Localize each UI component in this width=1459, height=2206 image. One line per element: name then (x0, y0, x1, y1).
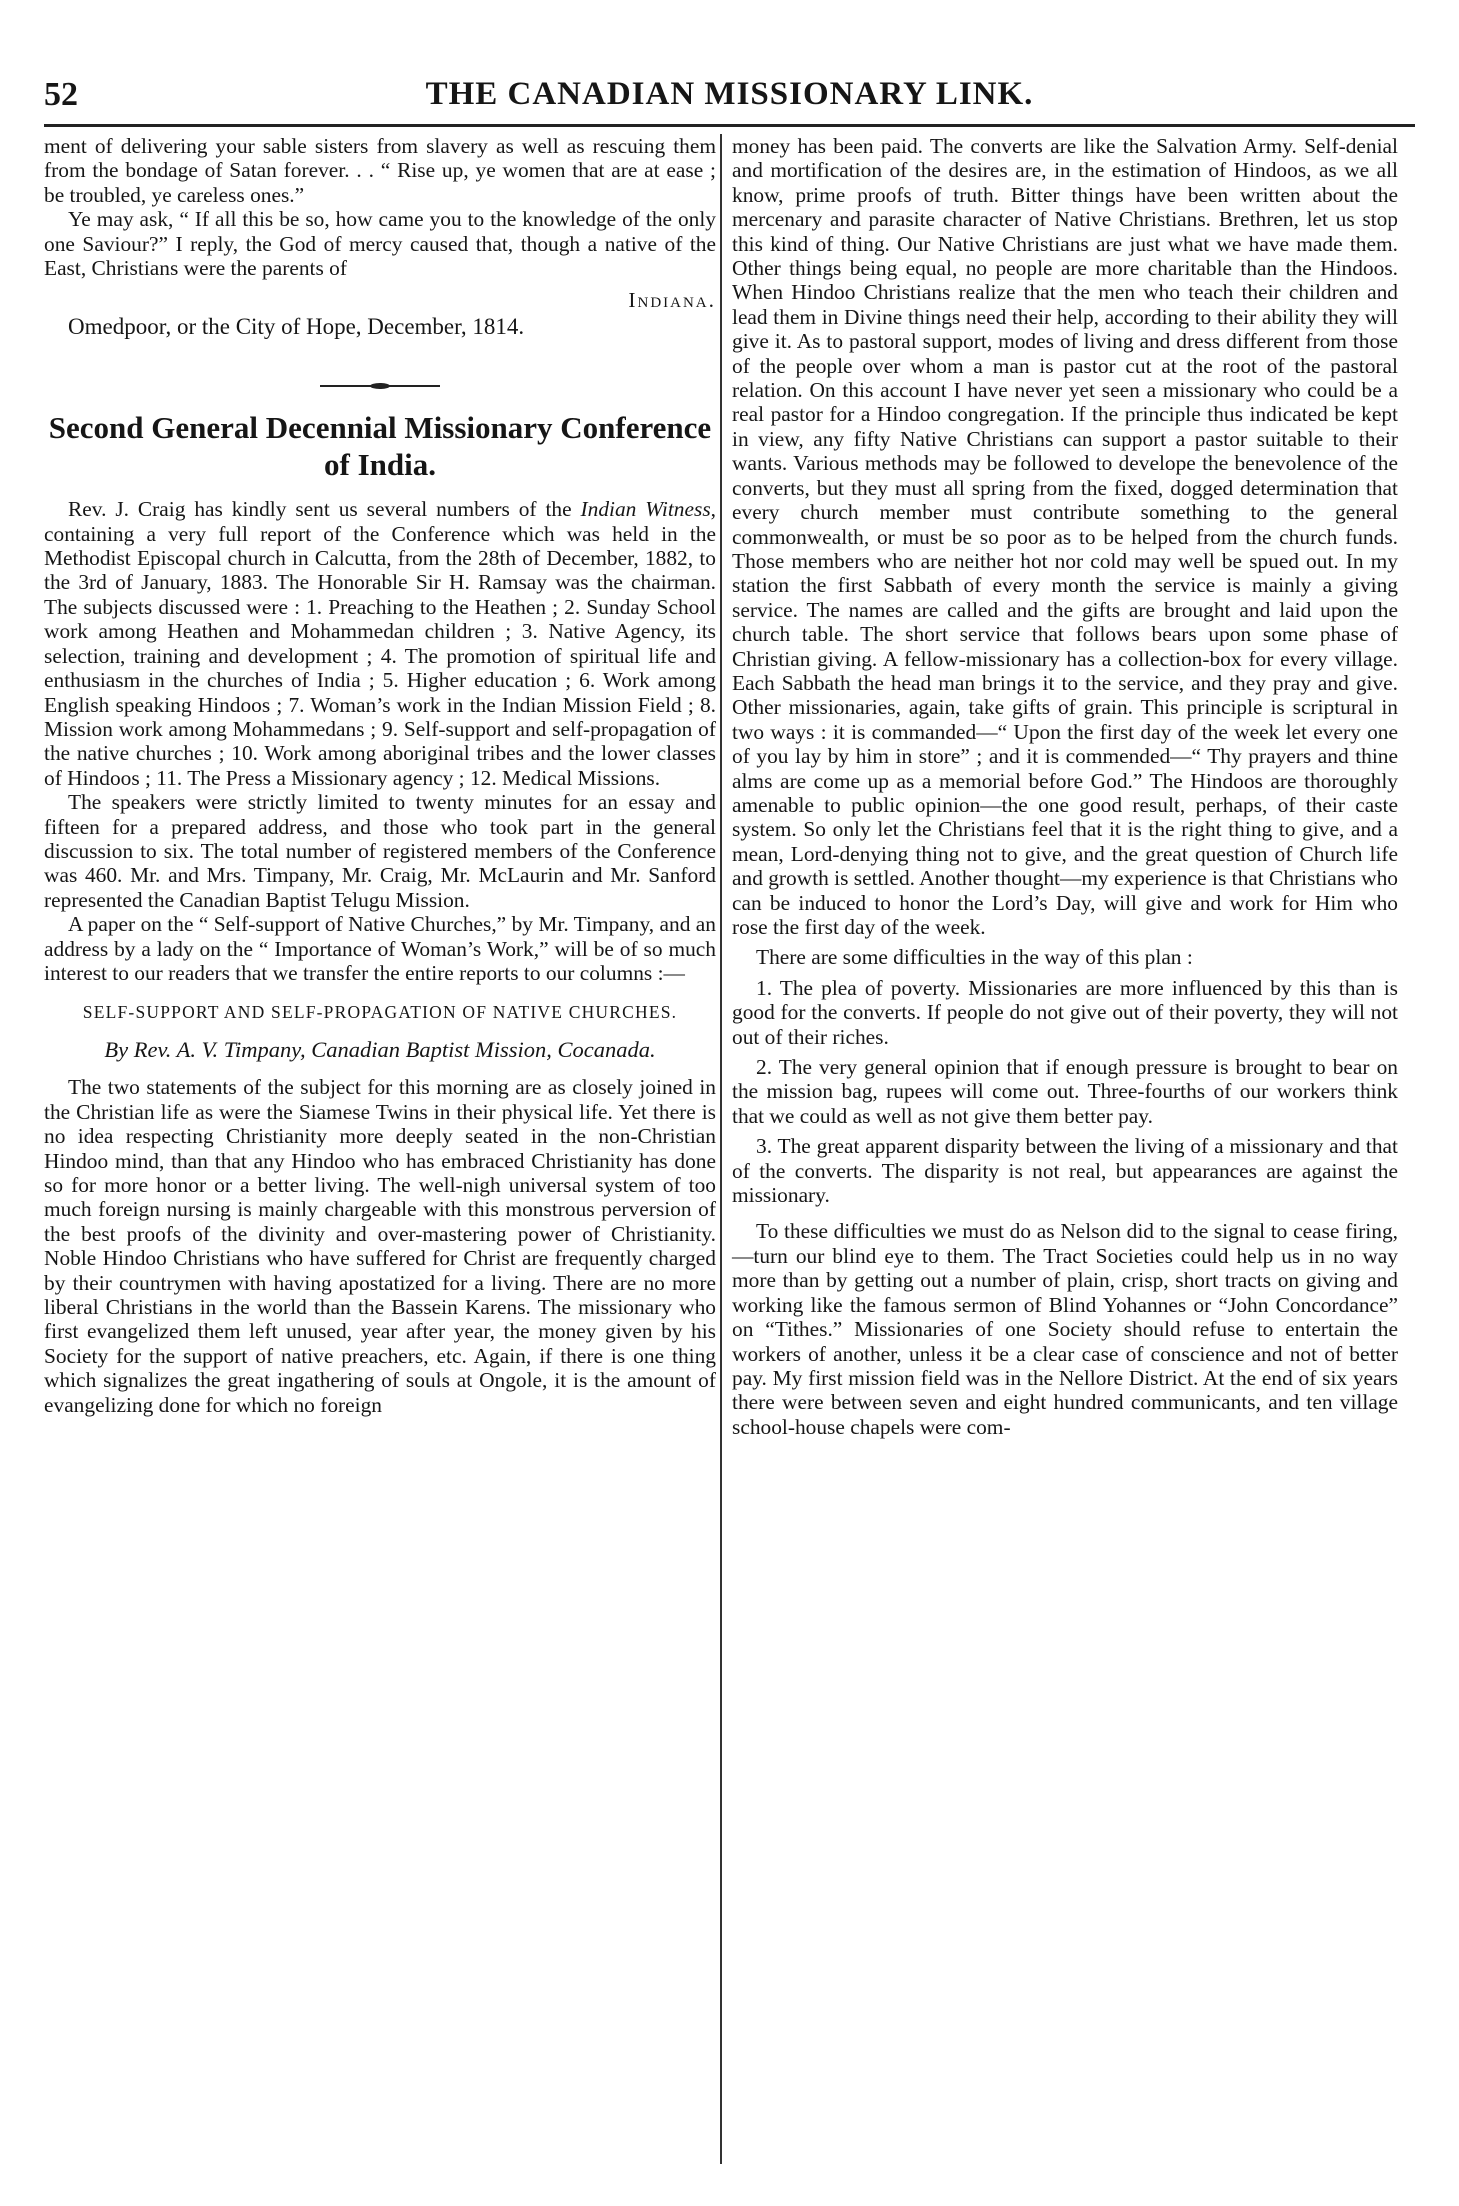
paragraph: ment of delivering your sable sisters from slavery as well as rescuing them from the bondage of Satan forever. . . “ Rise up, ye women that are at ease ; be troubled, ye careless ones.” (44, 134, 716, 207)
paragraph: A paper on the “ Self-support of Native Churches,” by Mr. Timpany, and an address by a lady on the “ Importance of Woman’s Work,” will be of so much interest to our readers that we transfer the entire reports to our columns :— (44, 912, 716, 985)
byline: By Rev. A. V. Timpany, Canadian Baptist Mission, Cocanada. (104, 1037, 656, 1063)
paragraph: To these difficulties we must do as Nelson did to the signal to cease firing,—turn our blind eye to them. The Tract Societies could help us in no way more than by getting out a number of plain, crisp, short tracts on giving and working like the famous sermon of Blind Yohannes or “John Concordance” on “Tithes.” Missionaries of one Society should refuse to entertain the workers of another, unless it be a clear case of conscience and not of better pay. My first mission field was in the Nellore District. At the end of six years there were between seven and eight hundred communicants, and ten village school-house chapels were com- (732, 1219, 1398, 1439)
paragraph-text: Rev. J. Craig has kindly sent us several numbers of the (68, 497, 581, 522)
paragraph: money has been paid. The converts are like the Salvation Army. Self-denial and mortification of the desires are, in the estimation of Hindoos, as we all know, prime proofs of truth. Bitter things have been written about the mercenary and parasite character of Native Christians. Brethren, let us stop this kind of thing. Our Native Christians are just what we have made them. Other things being equal, no people are more charitable than the Hindoos. When Hindoo Christians realize that the men who teach their children and lead them in Divine things need their help, according to their ability they will give it. As to pastoral support, modes of living and dress different from those of the people over whom a man is pastor cut at the root of the pastoral relation. On this account I have never yet seen a missionary who could be a real pastor for a Hindoo congregation. If the principle thus indicated be kept in view, any fifty Native Christians can support a pastor suitable to their wants. Various methods may be followed to develope the benevolence of the converts, but they must all spring from the fixed, dogged determination that every church member must contribute something to the general commonwealth, or must be so poor as to be helped from the church funds. Those members who are neither hot nor cold may well be spued out. In my station the first Sabbath of every month the service is mainly a giving service. The names are called and the gifts are brought and laid upon the church table. The short service that follows bears upon some phase of Christian giving. A fellow-missionary has a collection-box for every village. Each Sabbath the head man brings it to the service, and they pray and give. Other missionaries, again, take gifts of grain. This principle is scriptural in two ways : it is commanded—“ Upon the first day of the week let every one of you lay by him in store” ; and it is commended—“ Thy prayers and thine alms are come up as a memorial before God.” The Hindoos are thoroughly amenable to public opinion—the one good result, perhaps, of their caste system. So only let the Christians feel that it is the right thing to give, and a mean, Lord-denying thing not to give, and the great question of Church life and growth is settled. Another thought—my experience is that Christians who can be induced to honor the Lord’s Day, will give and work for Him who rose the first day of the week. (732, 134, 1398, 939)
column-divider (720, 134, 722, 2164)
article-title: Second General Decennial Missionary Conference of India. (48, 410, 712, 483)
section-ornament (320, 385, 440, 387)
list-item: 3. The great apparent disparity between the living of a missionary and that of the converts. The disparity is not real, but appearances are against the missionary. (732, 1134, 1398, 1208)
left-column (44, 134, 716, 1417)
paragraph-text: , containing a very full report of the Conference which was held in the Methodist Episcopal church in Calcutta, from the 28th of December, 1882, to the 3rd of January, 1883. The Honorable Sir H. Ramsay was the chairman. The subjects discussed were : 1. Preaching to the Heathen ; 2. Sunday School work among Heathen and Mohammedan children ; 3. Native Agency, its selection, training and development ; 4. The promotion of spiritual life and enthusiasm in the churches of India ; 5. Higher education ; 6. Work among English speaking Hindoos ; 7. Woman’s work in the Indian Mission Field ; 8. Mission work among Mohammedans ; 9. Self-support and self-propagation of the native churches ; 10. Work among aboriginal tribes and the lower classes of Hindoos ; 11. The Press a Missionary agency ; 12. Medical Missions. (44, 497, 716, 790)
running-title: THE CANADIAN MISSIONARY LINK. (425, 76, 1034, 112)
journal-title: Indian Witness (580, 497, 711, 522)
right-column (732, 134, 1398, 1439)
paragraph: The two statements of the subject for this morning are as closely joined in the Christian life as were the Siamese Twins in their physical life. Yet there is no idea respecting Christianity more deeply seated in the non-Christian Hindoo mind, than that any Hindoo who has embraced Christianity has done so for more honor or a better living. The well-nigh universal system of too much foreign nursing is mainly chargeable with this monstrous perversion of the best proofs of the divinity and over-mastering power of Christianity. Noble Hindoo Christians who have suffered for Christ are frequently charged by their countrymen with having apostatized for a living. There are no more liberal Christians in the world than the Bassein Karens. The missionary who first evangelized them left unused, year after year, the money given by his Society for the support of native preachers, etc. Again, if there is one thing which signalizes the great ingathering of souls at Ongole, it is the amount of evangelizing done for which no foreign (44, 1075, 716, 1417)
page-header (44, 70, 1415, 124)
list-item: 2. The very general opinion that if enough pressure is brought to bear on the mission bag, rupees will come out. Three-fourths of our workers think that we could as well as not give them better pay. (732, 1055, 1398, 1128)
paragraph: The speakers were strictly limited to twenty minutes for an essay and fifteen for a prepared address, and those who took part in the general discussion to six. The total number of registered members of the Conference was 460. Mr. and Mrs. Timpany, Mr. Craig, Mr. McLaurin and Mr. Sanford represented the Canadian Baptist Telugu Mission. (44, 790, 716, 912)
header-rule (44, 124, 1415, 127)
paragraph (44, 497, 716, 790)
dateline: Omedpoor, or the City of Hope, December, 1814. (68, 313, 525, 339)
list-item: 1. The plea of poverty. Missionaries are more influenced by this than is good for the converts. If people do not give out of their poverty, they will not out of their riches. (732, 975, 1398, 1049)
paragraph: Ye may ask, “ If all this be so, how came you to the knowledge of the only one Saviour?” I reply, the God of mercy caused that, though a native of the East, Christians were the parents of (44, 207, 716, 281)
paragraph: There are some difficulties in the way of this plan : (756, 945, 1193, 970)
page-number: 52 (44, 76, 78, 113)
signature: Indiana. (628, 288, 716, 313)
section-heading: SELF-SUPPORT AND SELF-PROPAGATION OF NATIVE CHURCHES. (82, 1002, 678, 1023)
